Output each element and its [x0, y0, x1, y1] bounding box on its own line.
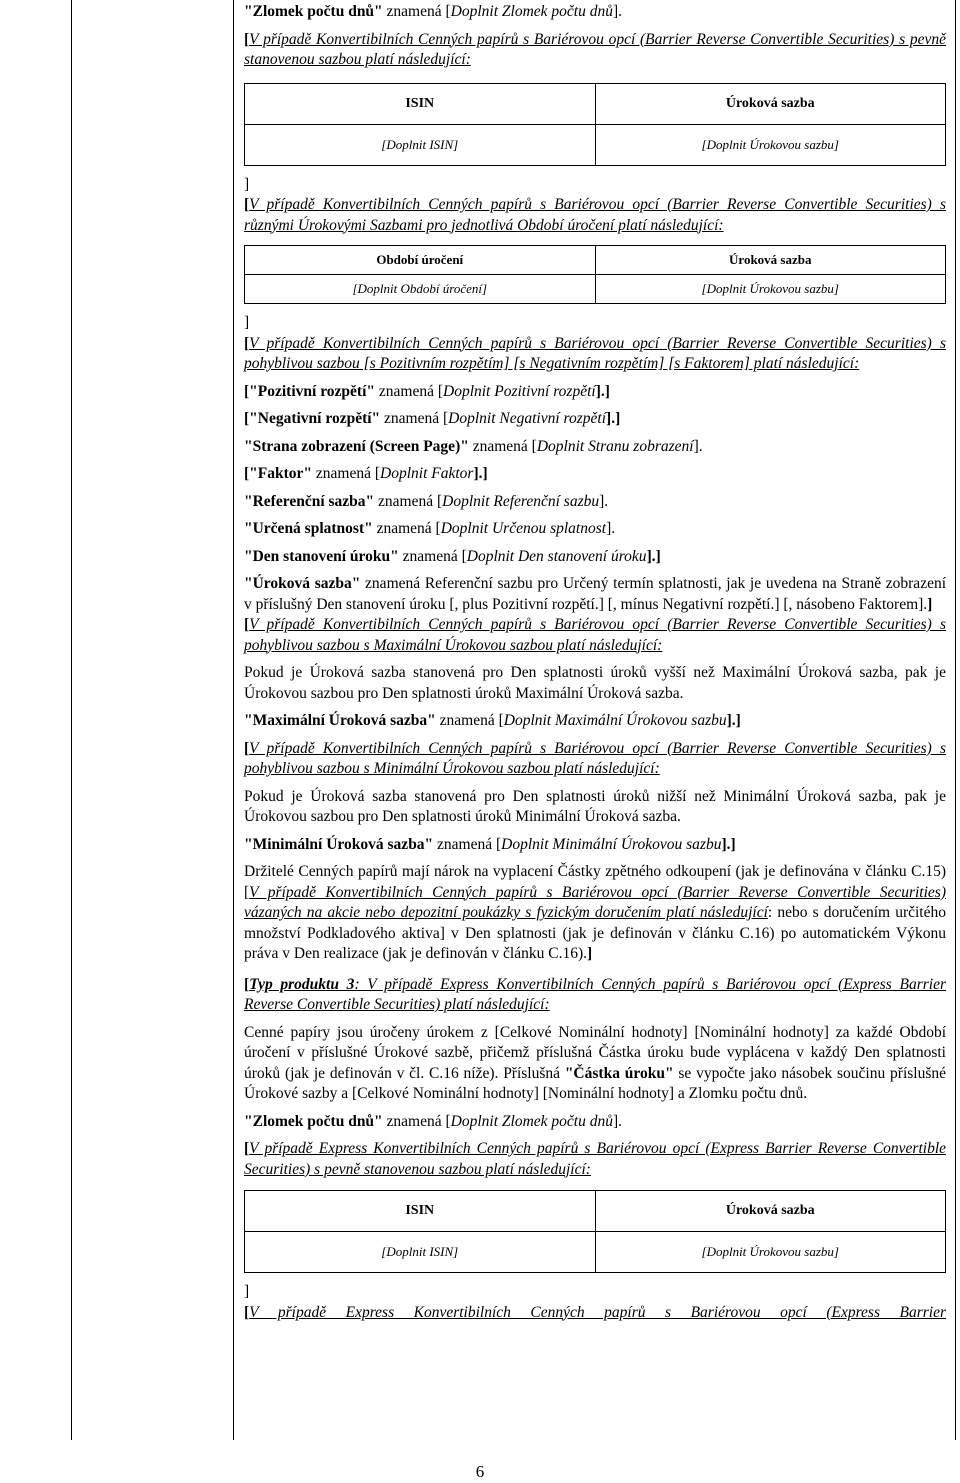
condition-express-fixed-rate: [V případě Express Konvertibilních Cenných papírů s Bariérovou opcí (Express Barrier Reverse Convertible Securities) s pevně stanovenou sazbou platí následující:: [244, 1140, 946, 1178]
express-isin-rate-table: [244, 1190, 946, 1273]
definition-min-rate: "Minimální Úroková sazba" znamená [Doplnit Minimální Úrokovou sazbu].]: [244, 835, 736, 853]
definition-reference-rate: "Referenční sazba" znamená [Doplnit Referenční sazbu].: [244, 492, 609, 510]
paragraph-max-rate: Pokud je Úroková sazba stanovená pro Den splatnosti úroků vyšší než Maximální Úroková sazba, pak je Úrokovou sazbou pro Den splatnosti úroků Maximální Úroková sazba.: [244, 664, 946, 702]
middle-border-line: [233, 0, 234, 1440]
condition-min-rate: [V případě Konvertibilních Cenných papírů s Bariérovou opcí (Barrier Reverse Convertible Securities) s pohyblivou sazbou s Minimální Úrokovou sazbou platí následující:: [244, 739, 946, 777]
table-header-isin: ISIN: [245, 83, 596, 124]
definition-screen-page: "Strana zobrazení (Screen Page)" znamená [Doplnit Stranu zobrazení].: [244, 437, 703, 455]
page-number: 6: [475, 1462, 485, 1481]
closing-bracket: ]: [244, 1283, 250, 1300]
table-header-isin: ISIN: [245, 1191, 596, 1232]
definition-zlomek-2: "Zlomek počtu dnů" znamená [Doplnit Zlomek počtu dnů].: [244, 1112, 623, 1130]
definition-interest-determination-date: "Den stanovení úroku" znamená [Doplnit Den stanovení úroku].]: [244, 547, 661, 565]
period-rate-table: [244, 245, 946, 304]
condition-fixed-rate: [V případě Konvertibilních Cenných papírů s Bariérovou opcí (Barrier Reverse Convertible Securities) s pevně stanovenou sazbou platí následující:: [244, 30, 946, 68]
paragraph-interest: Cenné papíry jsou úročeny úrokem z [Celkové Nominální hodnoty] [Nominální hodnoty] za každé Období úročení v příslušné Úrokové sazbě, přičemž příslušná Částka úroku bude vyplácena v každý Den splatnosti úroků (jak je definován v čl. C.16 níže). Příslušná "Částka úroku" se vypočte jako násobek součinu příslušné Úrokové sazby a [Celkové Nominální hodnoty] [Nominální hodnoty] a Zlomku počtu dnů.: [244, 1023, 946, 1102]
paragraph-min-rate: Pokud je Úroková sazba stanovená pro Den splatnosti úroků nižší než Minimální Úroková sazba, pak je Úrokovou sazbou pro Den splatnosti úroků Minimální Úroková sazba.: [244, 787, 946, 825]
definition-zlomek: "Zlomek počtu dnů" znamená [Doplnit Zlomek počtu dnů].: [244, 3, 623, 20]
right-border-line: [955, 0, 956, 1440]
closing-bracket: ]: [244, 314, 250, 331]
condition-express-varied: [V případě Express Konvertibilních Cenných papírů s Bariérovou opcí (Express Barrier: [244, 1303, 946, 1321]
condition-varied-rates: [V případě Konvertibilních Cenných papírů s Bariérovou opcí (Barrier Reverse Convertible Securities) s různými Úrokovými Sazbami pro jednotlivá Období úročení platí následující:: [244, 196, 946, 234]
product-type-3-heading: [Typ produktu 3: V případě Express Konvertibilních Cenných papírů s Bariérovou opcí (Express Barrier Reverse Convertible Securities) platí následující:: [244, 975, 946, 1013]
table-cell-period: [Doplnit Období úročení]: [245, 275, 596, 304]
table-cell-isin: [Doplnit ISIN]: [245, 124, 596, 165]
table-header-rate: Úroková sazba: [595, 1191, 946, 1232]
definition-designated-maturity: "Určená splatnost" znamená [Doplnit Určenou splatnost].: [244, 520, 616, 537]
document-body: [244, 2, 946, 1323]
table-header-rate: Úroková sazba: [595, 246, 946, 275]
condition-max-rate: [V případě Konvertibilních Cenných papírů s Bariérovou opcí (Barrier Reverse Convertible Securities) s pohyblivou sazbou s Maximální Úrokovou sazbou platí následující:: [244, 616, 946, 654]
table-cell-rate: [Doplnit Úrokovou sazbu]: [595, 1232, 946, 1273]
closing-bracket: ]: [244, 175, 250, 193]
definition-positive-spread: ["Pozitivní rozpětí" znamená [Doplnit Pozitivní rozpětí].]: [244, 382, 610, 400]
table-cell-isin: [Doplnit ISIN]: [245, 1232, 596, 1273]
isin-rate-table: [244, 83, 946, 166]
condition-floating-rate: [V případě Konvertibilních Cenných papírů s Bariérovou opcí (Barrier Reverse Convertible Securities) s pohyblivou sazbou [s Pozitivním rozpětím] [s Negativním rozpětím] [s Faktorem] platí následující:: [244, 334, 946, 372]
left-border-line: [71, 0, 72, 1440]
definition-negative-spread: ["Negativní rozpětí" znamená [Doplnit Negativní rozpětí].]: [244, 410, 621, 427]
table-header-rate: Úroková sazba: [595, 83, 946, 124]
table-cell-rate: [Doplnit Úrokovou sazbu]: [595, 124, 946, 165]
table-cell-rate: [Doplnit Úrokovou sazbu]: [595, 275, 946, 304]
definition-interest-rate: "Úroková sazba" znamená Referenční sazbu pro Určený termín splatnosti, jak je uvedena na Straně zobrazení v příslušný Den stanovení úroku [, plus Pozitivní rozpětí.] [, mínus Negativní rozpětí.] [, násobeno Faktorem].]: [244, 575, 947, 613]
table-header-period: Období úročení: [245, 246, 596, 275]
definition-factor: ["Faktor" znamená [Doplnit Faktor].]: [244, 465, 488, 482]
definition-max-rate: "Maximální Úroková sazba" znamená [Doplnit Maximální Úrokovou sazbu].]: [244, 712, 741, 729]
paragraph-redemption: Držitelé Cenných papírů mají nárok na vyplacení Částky zpětného odkoupení (jak je definována v článku C.15) [V případě Konvertibilních Cenných papírů s Bariérovou opcí (Barrier Reverse Convertible Securities) vázaných na akcie nebo depozitní poukázky s fyzickým doručením platí následující: nebo s doručením určitého množství Podkladového aktiva] v Den splatnosti (jak je definován v článku C.16) po automatickém Výkonu práva v Den realizace (jak je definován v článku C.16).]: [244, 863, 946, 962]
